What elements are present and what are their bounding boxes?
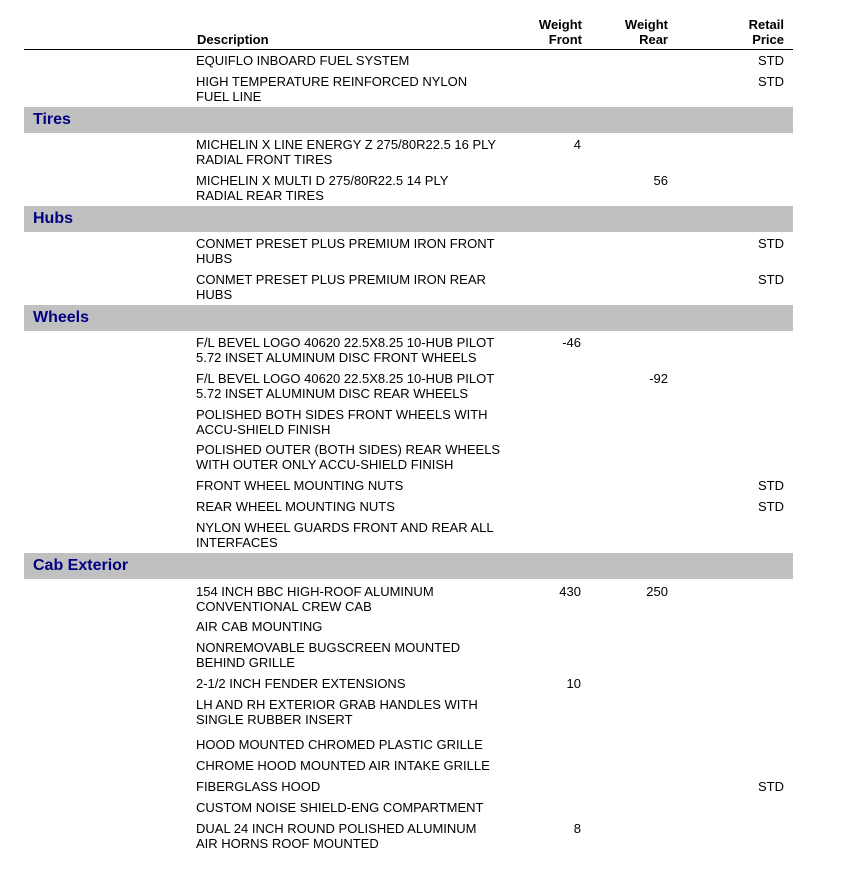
row-description: MICHELIN X LINE ENERGY Z 275/80R22.5 16 PLY RADIAL FRONT TIRES — [196, 137, 497, 167]
row-description: DUAL 24 INCH ROUND POLISHED ALUMINUM AIR HORNS ROOF MOUNTED — [196, 821, 477, 851]
row-description: HIGH TEMPERATURE REINFORCED NYLON FUEL LINE — [196, 74, 468, 104]
column-header-description: Description — [197, 32, 269, 47]
row-description: EQUIFLO INBOARD FUEL SYSTEM — [196, 53, 410, 68]
row-weight-front: 10 — [566, 676, 581, 691]
row-description: MICHELIN X MULTI D 275/80R22.5 14 PLY RADIAL REAR TIRES — [196, 173, 449, 203]
row-description: HOOD MOUNTED CHROMED PLASTIC GRILLE — [196, 737, 483, 752]
row-description: CONMET PRESET PLUS PREMIUM IRON FRONT HUBS — [196, 236, 495, 266]
row-weight-front: -46 — [562, 335, 581, 350]
column-header-weight-front: Weight Front — [538, 17, 582, 47]
row-description: LH AND RH EXTERIOR GRAB HANDLES WITH SINGLE RUBBER INSERT — [196, 697, 478, 727]
section-wheels: Wheels — [24, 305, 793, 331]
row-description: 154 INCH BBC HIGH-ROOF ALUMINUM CONVENTIONAL CREW CAB — [196, 584, 434, 614]
row-retail-price: STD — [758, 74, 784, 89]
row-weight-front: 4 — [573, 137, 581, 152]
row-weight-rear: 56 — [653, 173, 668, 188]
section-tires: Tires — [24, 107, 793, 133]
row-description: POLISHED BOTH SIDES FRONT WHEELS WITH ACCU-SHIELD FINISH — [196, 407, 488, 437]
row-retail-price: STD — [758, 53, 784, 68]
row-description: CONMET PRESET PLUS PREMIUM IRON REAR HUBS — [196, 272, 486, 302]
row-description: F/L BEVEL LOGO 40620 22.5X8.25 10-HUB PILOT 5.72 INSET ALUMINUM DISC FRONT WHEELS — [196, 335, 495, 365]
row-retail-price: STD — [758, 272, 784, 287]
row-description: POLISHED OUTER (BOTH SIDES) REAR WHEELS WITH OUTER ONLY ACCU-SHIELD FINISH — [196, 442, 501, 472]
column-header-weight-rear: Weight Rear — [624, 17, 668, 47]
row-retail-price: STD — [758, 779, 784, 794]
section-hubs: Hubs — [24, 206, 793, 232]
row-weight-front: 8 — [573, 821, 581, 836]
row-weight-front: 430 — [559, 584, 581, 599]
row-description: NONREMOVABLE BUGSCREEN MOUNTED BEHIND GRILLE — [196, 640, 461, 670]
row-description: AIR CAB MOUNTING — [196, 619, 323, 634]
column-header-retail-price: Retail Price — [748, 17, 784, 47]
row-description: F/L BEVEL LOGO 40620 22.5X8.25 10-HUB PILOT 5.72 INSET ALUMINUM DISC REAR WHEELS — [196, 371, 495, 401]
section-cab-exterior: Cab Exterior — [24, 553, 793, 579]
row-weight-rear: 250 — [646, 584, 668, 599]
header-rule — [24, 49, 793, 50]
row-description: REAR WHEEL MOUNTING NUTS — [196, 499, 395, 514]
row-description: FRONT WHEEL MOUNTING NUTS — [196, 478, 404, 493]
row-retail-price: STD — [758, 499, 784, 514]
row-weight-rear: -92 — [649, 371, 668, 386]
row-retail-price: STD — [758, 478, 784, 493]
row-description: CHROME HOOD MOUNTED AIR INTAKE GRILLE — [196, 758, 490, 773]
row-description: 2-1/2 INCH FENDER EXTENSIONS — [196, 676, 406, 691]
row-description: NYLON WHEEL GUARDS FRONT AND REAR ALL INTERFACES — [196, 520, 494, 550]
row-retail-price: STD — [758, 236, 784, 251]
row-description: FIBERGLASS HOOD — [196, 779, 321, 794]
row-description: CUSTOM NOISE SHIELD-ENG COMPARTMENT — [196, 800, 484, 815]
